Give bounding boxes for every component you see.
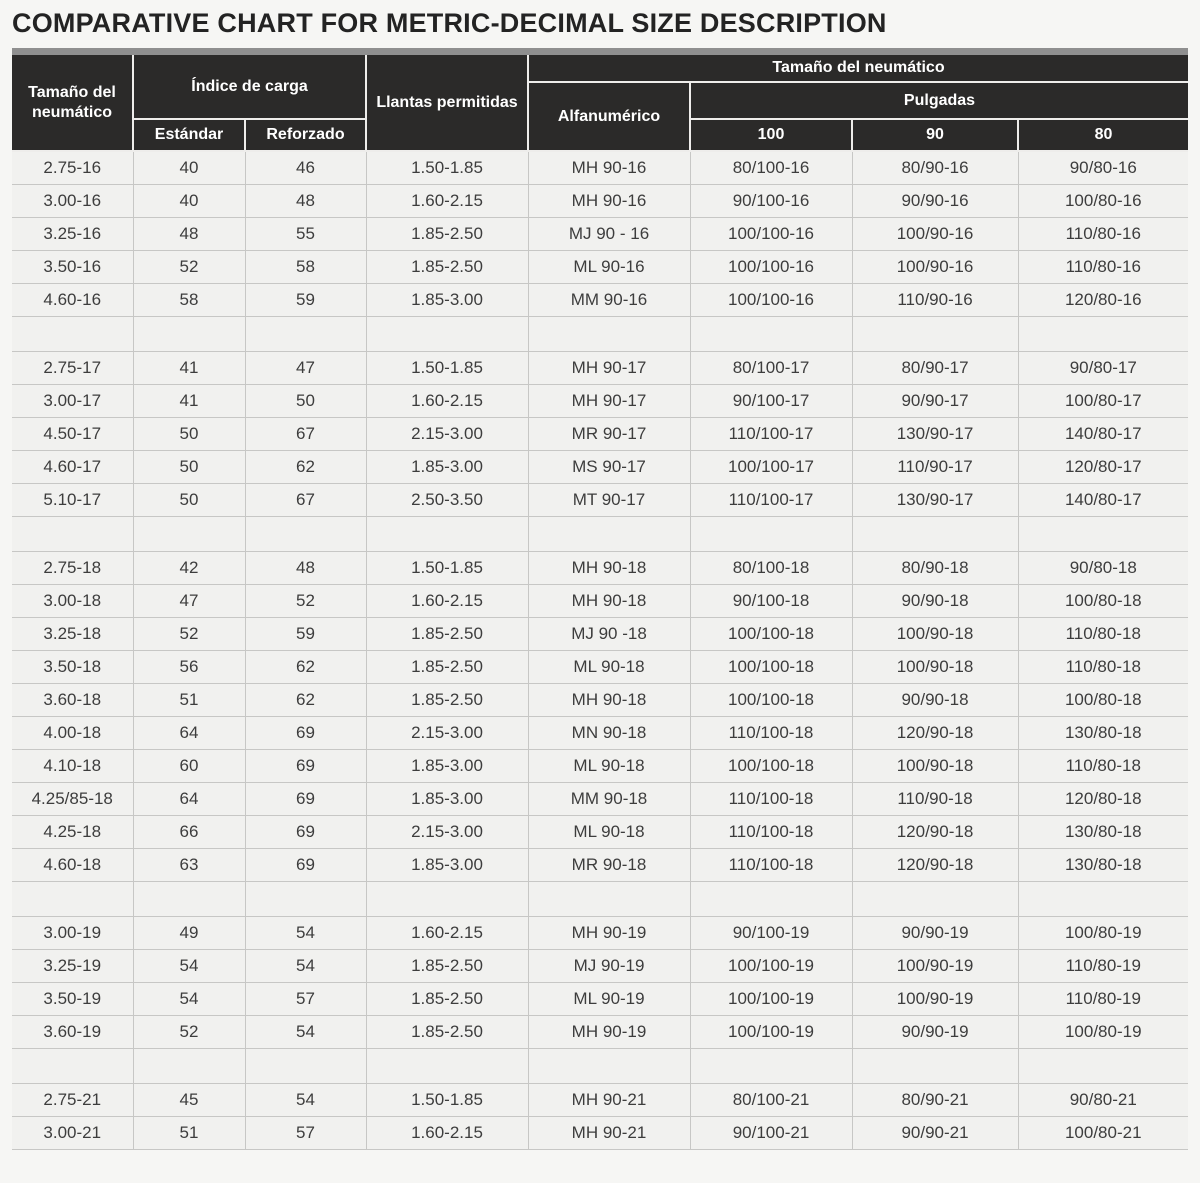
table-cell: 57 — [245, 1117, 366, 1150]
table-cell: 90/90-16 — [852, 185, 1018, 218]
table-cell: 40 — [133, 185, 245, 218]
table-cell: 140/80-17 — [1018, 418, 1188, 451]
table-cell: 110/80-16 — [1018, 251, 1188, 284]
table-cell — [133, 1049, 245, 1084]
table-row — [12, 151, 1188, 185]
table-cell: 1.85-2.50 — [366, 618, 528, 651]
table-cell: 120/80-18 — [1018, 783, 1188, 816]
table-cell: 2.50-3.50 — [366, 484, 528, 517]
table-cell: 62 — [245, 651, 366, 684]
table-cell: 100/100-16 — [690, 218, 852, 251]
table-cell — [852, 317, 1018, 352]
table-cell: 57 — [245, 983, 366, 1016]
table-cell: 63 — [133, 849, 245, 882]
table-cell: 1.50-1.85 — [366, 552, 528, 585]
table-cell — [1018, 882, 1188, 917]
table-cell: 41 — [133, 385, 245, 418]
table-cell: 48 — [245, 185, 366, 218]
table-cell: 2.75-17 — [12, 352, 133, 385]
table-cell — [133, 882, 245, 917]
table-row — [12, 950, 1188, 983]
table-cell: MS 90-17 — [528, 451, 690, 484]
table-cell: MT 90-17 — [528, 484, 690, 517]
table-cell: 47 — [245, 352, 366, 385]
table-cell: MH 90-21 — [528, 1117, 690, 1150]
table-cell: 100/90-18 — [852, 618, 1018, 651]
table-cell: 110/100-18 — [690, 783, 852, 816]
table-cell: 51 — [133, 1117, 245, 1150]
table-cell: 67 — [245, 484, 366, 517]
header-rims-allowed: Llantas permitidas — [366, 55, 528, 151]
table-cell: MH 90-19 — [528, 917, 690, 950]
table-cell: 4.25-18 — [12, 816, 133, 849]
table-cell: 100/100-19 — [690, 1016, 852, 1049]
comparison-table — [12, 55, 1188, 1150]
table-cell: 80/90-16 — [852, 151, 1018, 185]
table-cell: 1.85-3.00 — [366, 783, 528, 816]
table-cell — [690, 317, 852, 352]
table-cell: 90/90-19 — [852, 1016, 1018, 1049]
table-cell: 100/100-18 — [690, 618, 852, 651]
table-cell: MJ 90 -18 — [528, 618, 690, 651]
table-cell: 100/100-16 — [690, 251, 852, 284]
table-cell: 100/100-18 — [690, 750, 852, 783]
table-cell: 80/100-16 — [690, 151, 852, 185]
table-cell: 100/80-18 — [1018, 585, 1188, 618]
table-cell — [1018, 317, 1188, 352]
table-row — [12, 750, 1188, 783]
table-cell: 58 — [133, 284, 245, 317]
table-cell: 69 — [245, 750, 366, 783]
table-cell: 1.60-2.15 — [366, 585, 528, 618]
table-cell: 47 — [133, 585, 245, 618]
table-cell: ML 90-19 — [528, 983, 690, 1016]
table-cell: MH 90-18 — [528, 585, 690, 618]
table-cell: 1.85-2.50 — [366, 651, 528, 684]
table-cell — [366, 1049, 528, 1084]
table-cell — [12, 317, 133, 352]
table-cell: 45 — [133, 1084, 245, 1117]
table-cell: 120/80-16 — [1018, 284, 1188, 317]
table-row — [12, 552, 1188, 585]
table-cell: 1.60-2.15 — [366, 917, 528, 950]
table-cell: 62 — [245, 451, 366, 484]
table-cell: 55 — [245, 218, 366, 251]
table-row — [12, 717, 1188, 750]
table-cell: 50 — [133, 451, 245, 484]
table-row — [12, 1016, 1188, 1049]
table-cell: MH 90-17 — [528, 385, 690, 418]
table-cell: MH 90-18 — [528, 684, 690, 717]
table-cell: 4.60-16 — [12, 284, 133, 317]
table-cell — [245, 517, 366, 552]
table-cell: 54 — [245, 1016, 366, 1049]
table-cell: 1.60-2.15 — [366, 185, 528, 218]
table-cell: 69 — [245, 849, 366, 882]
table-cell — [528, 1049, 690, 1084]
table-cell: 54 — [245, 1084, 366, 1117]
table-cell: 100/100-17 — [690, 451, 852, 484]
table-cell: 110/100-17 — [690, 418, 852, 451]
table-cell: 50 — [133, 418, 245, 451]
table-cell — [133, 517, 245, 552]
header-inch-80: 80 — [1018, 119, 1188, 151]
table-cell: 50 — [245, 385, 366, 418]
table-cell: ML 90-16 — [528, 251, 690, 284]
table-cell: 41 — [133, 352, 245, 385]
table-cell: MR 90-17 — [528, 418, 690, 451]
table-cell: 90/90-19 — [852, 917, 1018, 950]
table-row — [12, 684, 1188, 717]
table-cell: 80/90-18 — [852, 552, 1018, 585]
table-row — [12, 983, 1188, 1016]
table-cell: 4.50-17 — [12, 418, 133, 451]
table-cell: 2.15-3.00 — [366, 418, 528, 451]
table-cell: 3.00-17 — [12, 385, 133, 418]
table-cell: 120/90-18 — [852, 717, 1018, 750]
table-cell: 3.25-19 — [12, 950, 133, 983]
table-cell — [528, 317, 690, 352]
table-cell: 100/80-19 — [1018, 917, 1188, 950]
header-row-1 — [12, 55, 1188, 82]
table-cell — [690, 1049, 852, 1084]
table-cell: 3.60-18 — [12, 684, 133, 717]
table-row — [12, 185, 1188, 218]
table-cell: 120/80-17 — [1018, 451, 1188, 484]
table-cell: 3.25-16 — [12, 218, 133, 251]
table-cell: 90/90-18 — [852, 585, 1018, 618]
table-cell: 100/100-18 — [690, 684, 852, 717]
table-row — [12, 816, 1188, 849]
header-reinforced: Reforzado — [245, 119, 366, 151]
header-inches: Pulgadas — [690, 82, 1188, 119]
table-row — [12, 618, 1188, 651]
table-cell: 67 — [245, 418, 366, 451]
table-cell: 110/80-18 — [1018, 618, 1188, 651]
table-cell: 1.85-2.50 — [366, 251, 528, 284]
header-load-index: Índice de carga — [133, 55, 366, 119]
spacer-row — [12, 1049, 1188, 1084]
table-cell: 1.50-1.85 — [366, 151, 528, 185]
table-cell: 4.60-18 — [12, 849, 133, 882]
table-row — [12, 352, 1188, 385]
table-cell: 1.60-2.15 — [366, 385, 528, 418]
table-cell: 5.10-17 — [12, 484, 133, 517]
table-cell: 1.85-3.00 — [366, 750, 528, 783]
table-cell — [852, 882, 1018, 917]
table-cell: 62 — [245, 684, 366, 717]
table-cell: 52 — [133, 251, 245, 284]
table-cell: 1.85-2.50 — [366, 950, 528, 983]
table-cell: 110/100-18 — [690, 717, 852, 750]
table-cell: ML 90-18 — [528, 816, 690, 849]
table-cell: 1.85-2.50 — [366, 684, 528, 717]
table-cell: 3.00-16 — [12, 185, 133, 218]
table-cell: MJ 90 - 16 — [528, 218, 690, 251]
table-cell: 51 — [133, 684, 245, 717]
table-cell: 48 — [133, 218, 245, 251]
table-cell: 90/100-19 — [690, 917, 852, 950]
table-cell: 1.50-1.85 — [366, 352, 528, 385]
table-row — [12, 585, 1188, 618]
table-cell: 46 — [245, 151, 366, 185]
table-row — [12, 849, 1188, 882]
table-header — [12, 55, 1188, 151]
table-cell: 52 — [245, 585, 366, 618]
table-row — [12, 284, 1188, 317]
table-cell: 49 — [133, 917, 245, 950]
table-cell: 64 — [133, 783, 245, 816]
table-cell — [366, 517, 528, 552]
table-cell: 120/90-18 — [852, 849, 1018, 882]
spacer-row — [12, 317, 1188, 352]
table-cell: 90/90-18 — [852, 684, 1018, 717]
table-cell: 100/90-19 — [852, 950, 1018, 983]
table-cell: 110/90-16 — [852, 284, 1018, 317]
table-cell: 130/90-17 — [852, 484, 1018, 517]
table-cell: 54 — [245, 950, 366, 983]
table-cell: 1.85-3.00 — [366, 451, 528, 484]
table-cell: 80/100-17 — [690, 352, 852, 385]
table-cell: 4.60-17 — [12, 451, 133, 484]
table-cell: 48 — [245, 552, 366, 585]
table-cell: 100/80-16 — [1018, 185, 1188, 218]
table-cell: 59 — [245, 284, 366, 317]
table-cell: 69 — [245, 816, 366, 849]
table-cell: 52 — [133, 618, 245, 651]
table-cell: 1.85-3.00 — [366, 849, 528, 882]
table-cell: 90/100-16 — [690, 185, 852, 218]
table-cell: 90/80-21 — [1018, 1084, 1188, 1117]
table-cell — [245, 317, 366, 352]
table-cell: 54 — [133, 983, 245, 1016]
header-alphanumeric: Alfanumérico — [528, 82, 690, 151]
table-cell: 110/100-17 — [690, 484, 852, 517]
table-cell: 80/100-21 — [690, 1084, 852, 1117]
table-cell: 80/90-21 — [852, 1084, 1018, 1117]
page-title: COMPARATIVE CHART FOR METRIC-DECIMAL SIZE DESCRIPTION — [12, 8, 887, 38]
table-row — [12, 484, 1188, 517]
table-cell: 4.00-18 — [12, 717, 133, 750]
table-cell: 100/90-18 — [852, 651, 1018, 684]
table-cell: 54 — [133, 950, 245, 983]
table-cell: 64 — [133, 717, 245, 750]
table-cell: 110/80-19 — [1018, 950, 1188, 983]
table-cell: 90/80-17 — [1018, 352, 1188, 385]
table-cell: 60 — [133, 750, 245, 783]
table-cell: 50 — [133, 484, 245, 517]
table-cell — [528, 517, 690, 552]
table-cell: 3.00-18 — [12, 585, 133, 618]
table-cell: 4.10-18 — [12, 750, 133, 783]
table-cell: 110/90-17 — [852, 451, 1018, 484]
table-cell — [12, 1049, 133, 1084]
table-cell: 2.15-3.00 — [366, 717, 528, 750]
table-cell: 1.50-1.85 — [366, 1084, 528, 1117]
table-cell: 3.50-16 — [12, 251, 133, 284]
table-cell: MH 90-19 — [528, 1016, 690, 1049]
table-cell: 100/90-16 — [852, 251, 1018, 284]
table-cell: 100/100-19 — [690, 950, 852, 983]
table-cell: MH 90-16 — [528, 151, 690, 185]
table-cell: 66 — [133, 816, 245, 849]
table-cell: MM 90-16 — [528, 284, 690, 317]
table-cell: 2.75-21 — [12, 1084, 133, 1117]
table-cell: 54 — [245, 917, 366, 950]
table-cell: 100/80-17 — [1018, 385, 1188, 418]
table-cell — [12, 882, 133, 917]
table-cell — [690, 882, 852, 917]
table-cell: 90/80-16 — [1018, 151, 1188, 185]
table-cell: 2.75-16 — [12, 151, 133, 185]
table-cell: 130/80-18 — [1018, 849, 1188, 882]
table-cell: 58 — [245, 251, 366, 284]
table-row — [12, 451, 1188, 484]
table-cell — [852, 517, 1018, 552]
table-cell: 110/100-18 — [690, 816, 852, 849]
table-cell: 100/80-21 — [1018, 1117, 1188, 1150]
table-cell: 90/100-21 — [690, 1117, 852, 1150]
table-cell: 1.85-2.50 — [366, 983, 528, 1016]
table-cell: 3.60-19 — [12, 1016, 133, 1049]
table-cell — [245, 1049, 366, 1084]
table-cell: 100/100-18 — [690, 651, 852, 684]
table-cell: 90/100-17 — [690, 385, 852, 418]
table-row — [12, 385, 1188, 418]
table-cell: 90/90-17 — [852, 385, 1018, 418]
table-cell: ML 90-18 — [528, 750, 690, 783]
table-cell — [366, 882, 528, 917]
table-cell: 130/80-18 — [1018, 816, 1188, 849]
table-cell: 110/80-16 — [1018, 218, 1188, 251]
table-cell — [690, 517, 852, 552]
table-cell — [528, 882, 690, 917]
header-standard: Estándar — [133, 119, 245, 151]
table-cell: 100/80-18 — [1018, 684, 1188, 717]
table-cell: 140/80-17 — [1018, 484, 1188, 517]
table-cell: 90/90-21 — [852, 1117, 1018, 1150]
header-inch-100: 100 — [690, 119, 852, 151]
table-cell: MH 90-17 — [528, 352, 690, 385]
spacer-row — [12, 517, 1188, 552]
table-cell — [366, 317, 528, 352]
table-cell: 3.00-19 — [12, 917, 133, 950]
table-cell: 90/80-18 — [1018, 552, 1188, 585]
table-cell: 56 — [133, 651, 245, 684]
table-cell: 100/90-16 — [852, 218, 1018, 251]
table-cell: 80/90-17 — [852, 352, 1018, 385]
table-cell: 110/80-18 — [1018, 651, 1188, 684]
table-cell: 110/100-18 — [690, 849, 852, 882]
table-cell: 130/90-17 — [852, 418, 1018, 451]
table-cell: 69 — [245, 783, 366, 816]
table-row — [12, 1117, 1188, 1150]
table-cell: 3.50-19 — [12, 983, 133, 1016]
table-cell: 100/90-19 — [852, 983, 1018, 1016]
table-cell: 1.85-3.00 — [366, 284, 528, 317]
table-row — [12, 218, 1188, 251]
table-cell: 110/90-18 — [852, 783, 1018, 816]
table-cell — [1018, 1049, 1188, 1084]
table-cell: 110/80-19 — [1018, 983, 1188, 1016]
table-cell: 1.85-2.50 — [366, 218, 528, 251]
table-cell: 40 — [133, 151, 245, 185]
table-cell: 110/80-18 — [1018, 750, 1188, 783]
table-cell: 80/100-18 — [690, 552, 852, 585]
header-tire-size-right: Tamaño del neumático — [528, 55, 1188, 82]
table-cell: 120/90-18 — [852, 816, 1018, 849]
table-cell: 1.85-2.50 — [366, 1016, 528, 1049]
table-cell: ML 90-18 — [528, 651, 690, 684]
table-cell: 69 — [245, 717, 366, 750]
table-row — [12, 917, 1188, 950]
table-cell: 130/80-18 — [1018, 717, 1188, 750]
table-cell: MJ 90-19 — [528, 950, 690, 983]
table-row — [12, 418, 1188, 451]
table-cell: 100/100-16 — [690, 284, 852, 317]
table-cell: 100/80-19 — [1018, 1016, 1188, 1049]
table-cell: MM 90-18 — [528, 783, 690, 816]
table-row — [12, 651, 1188, 684]
table-cell: 3.00-21 — [12, 1117, 133, 1150]
table-cell — [1018, 517, 1188, 552]
table-cell: 100/90-18 — [852, 750, 1018, 783]
header-inch-90: 90 — [852, 119, 1018, 151]
table-cell: MH 90-21 — [528, 1084, 690, 1117]
table-cell: 2.15-3.00 — [366, 816, 528, 849]
table-row — [12, 783, 1188, 816]
table-body — [12, 151, 1188, 1150]
table-cell — [12, 517, 133, 552]
table-cell: 3.25-18 — [12, 618, 133, 651]
table-cell — [133, 317, 245, 352]
table-cell: 42 — [133, 552, 245, 585]
header-tire-size-left: Tamaño del neumático — [12, 55, 133, 151]
table-cell: MN 90-18 — [528, 717, 690, 750]
table-cell: MH 90-18 — [528, 552, 690, 585]
table-cell: 90/100-18 — [690, 585, 852, 618]
table-cell: 1.60-2.15 — [366, 1117, 528, 1150]
table-cell — [852, 1049, 1018, 1084]
table-cell: 4.25/85-18 — [12, 783, 133, 816]
table-cell: 3.50-18 — [12, 651, 133, 684]
table-cell: 59 — [245, 618, 366, 651]
table-cell: MH 90-16 — [528, 185, 690, 218]
table-row — [12, 1084, 1188, 1117]
spacer-row — [12, 882, 1188, 917]
table-cell: 52 — [133, 1016, 245, 1049]
table-cell: 100/100-19 — [690, 983, 852, 1016]
table-row — [12, 251, 1188, 284]
table-cell: MR 90-18 — [528, 849, 690, 882]
table-cell: 2.75-18 — [12, 552, 133, 585]
table-top-bar — [12, 48, 1188, 55]
table-cell — [245, 882, 366, 917]
